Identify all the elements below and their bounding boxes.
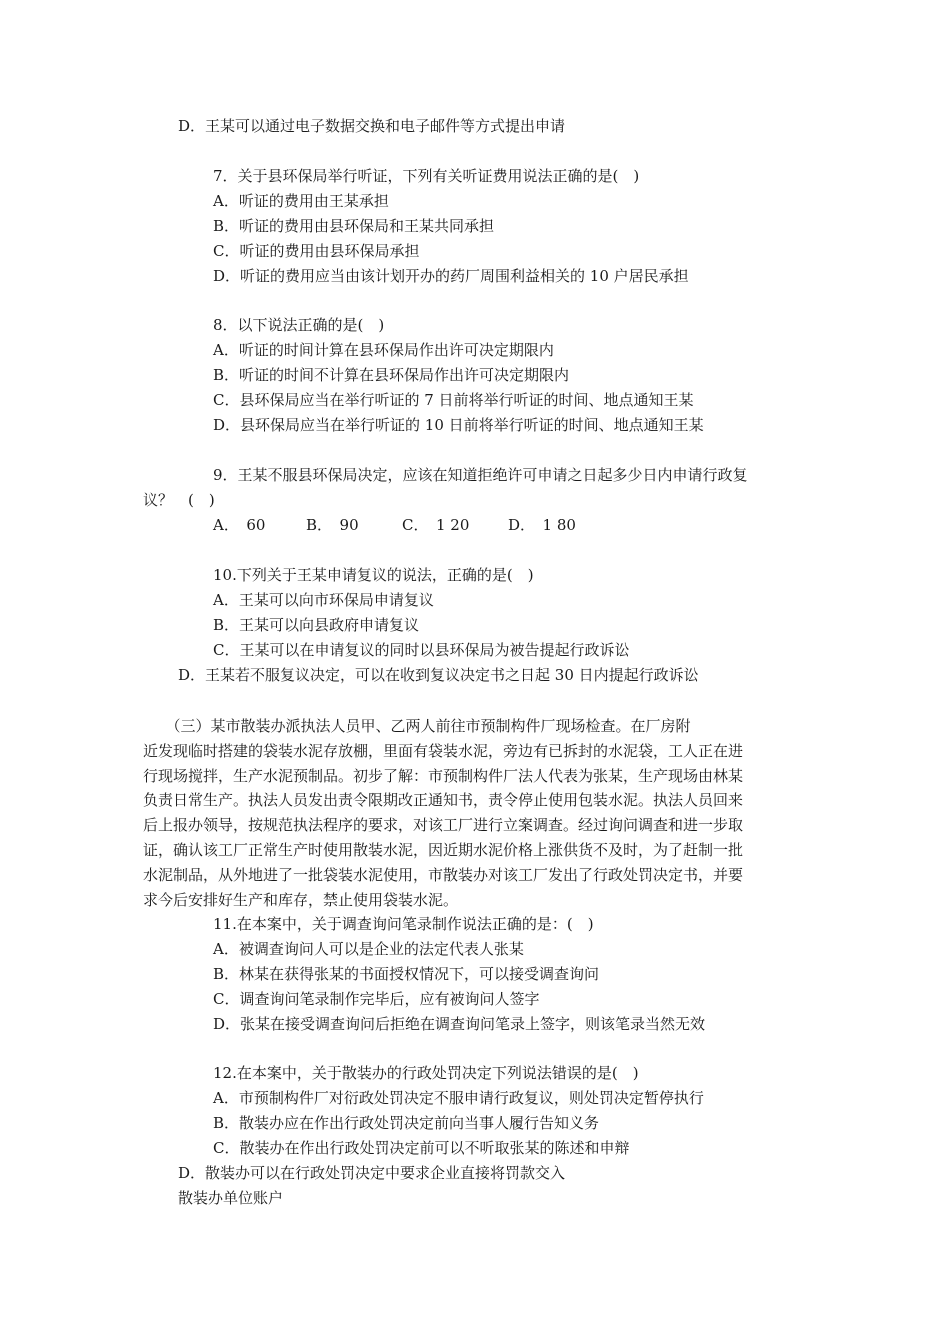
q6-option-d: D．王某可以通过电子数据交换和电子邮件等方式提出申请 (178, 117, 566, 135)
q9-option-b: B． 90 (306, 516, 359, 534)
q12-stem: 12.在本案中，关于散装办的行政处罚决定下列说法错误的是( ) (213, 1064, 639, 1082)
q12-option-b: B．散装办应在作出行政处罚决定前向当事人履行告知义务 (213, 1114, 600, 1132)
q9-option-c: C． 1 20 (402, 516, 470, 534)
case-3-line: 后上报办领导，按规范执法程序的要求，对该工厂进行立案调查。经过询问调查和进一步取 (143, 816, 744, 835)
q9-stem-line1: 9．王某不服县环保局决定，应该在知道拒绝许可申请之日起多少日内申请行政复 (213, 466, 748, 484)
q7-option-b: B．听证的费用由县环保局和王某共同承担 (213, 217, 495, 235)
case-3-paragraph (143, 714, 809, 912)
q11-option-a: A．被调查询问人可以是企业的法定代表人张某 (213, 940, 524, 958)
q7-stem: 7．关于县环保局举行听证，下列有关听证费用说法正确的是( ) (213, 167, 640, 185)
q7-option-d: D．听证的费用应当由该计划开办的药厂周围利益相关的 10 户居民承担 (213, 267, 689, 285)
q11-option-c: C．调查询问笔录制作完毕后，应有被询问人签字 (213, 990, 540, 1008)
case-3-line: 证，确认该工厂正常生产时使用散装水泥，因近期水泥价格上涨供货不及时，为了赶制一批 (143, 840, 744, 859)
q12-option-d-line1: D．散装办可以在行政处罚决定中要求企业直接将罚款交入 (178, 1164, 566, 1182)
q7-option-a: A．听证的费用由王某承担 (213, 192, 389, 210)
case-3-line: 求今后安排好生产和库存，禁止使用袋装水泥。 (143, 890, 459, 909)
q10-option-c: C．王某可以在申请复议的同时以县环保局为被告提起行政诉讼 (213, 641, 630, 659)
case-3-line: 近发现临时搭建的袋装水泥存放棚，里面有袋装水泥，旁边有已拆封的水泥袋，工人正在进 (143, 741, 744, 760)
q10-option-d: D．王某若不服复议决定，可以在收到复议决定书之日起 30 日内提起行政诉讼 (178, 666, 699, 684)
q11-option-d: D．张某在接受调查询问后拒绝在调查询问笔录上签字，则该笔录当然无效 (213, 1015, 706, 1033)
q10-stem: 10.下列关于王某申请复议的说法，正确的是( ) (213, 566, 534, 584)
q7-option-c: C．听证的费用由县环保局承担 (213, 242, 420, 260)
q10-option-b: B．王某可以向县政府申请复议 (213, 616, 420, 634)
q11-stem: 11.在本案中，关于调查询问笔录制作说法正确的是：( ) (213, 915, 594, 933)
q9-option-a: A． 60 (213, 516, 266, 534)
q9-option-d: D． 1 80 (508, 516, 576, 534)
q12-option-d-line2: 散装办单位账户 (178, 1189, 284, 1207)
case-3-line: （三）某市散装办派执法人员甲、乙两人前往市预制构件厂现场检查。在厂房附 (143, 717, 691, 735)
case-3-line: 水泥制品，从外地进了一批袋装水泥使用，市散装办对该工厂发出了行政处罚决定书，并要 (143, 865, 744, 884)
q12-option-a: A．市预制构件厂对衍政处罚决定不服申请行政复议，则处罚决定暂停执行 (213, 1089, 704, 1107)
q8-option-d: D．县环保局应当在举行听证的 10 日前将举行听证的时间、地点通知王某 (213, 416, 704, 434)
q8-option-b: B．听证的时间不计算在县环保局作出许可决定期限内 (213, 366, 570, 384)
q8-option-a: A．听证的时间计算在县环保局作出许可决定期限内 (213, 341, 554, 359)
q8-stem: 8．以下说法正确的是( ) (213, 316, 385, 334)
q11-option-b: B．林某在获得张某的书面授权情况下，可以接受调查询问 (213, 965, 600, 983)
q12-option-c: C．散装办在作出行政处罚决定前可以不听取张某的陈述和申辩 (213, 1139, 630, 1157)
q8-option-c: C．县环保局应当在举行听证的 7 日前将举行听证的时间、地点通知王某 (213, 391, 694, 409)
q9-stem-line2: 议？ ( ) (143, 491, 215, 509)
case-3-line: 行现场搅拌，生产水泥预制品。初步了解：市预制构件厂法人代表为张某，生产现场由林某 (143, 766, 744, 785)
q10-option-a: A．王某可以向市环保局申请复议 (213, 591, 434, 609)
case-3-line: 负责日常生产。执法人员发出责令限期改正通知书，责令停止使用包装水泥。执法人员回来 (143, 791, 744, 810)
